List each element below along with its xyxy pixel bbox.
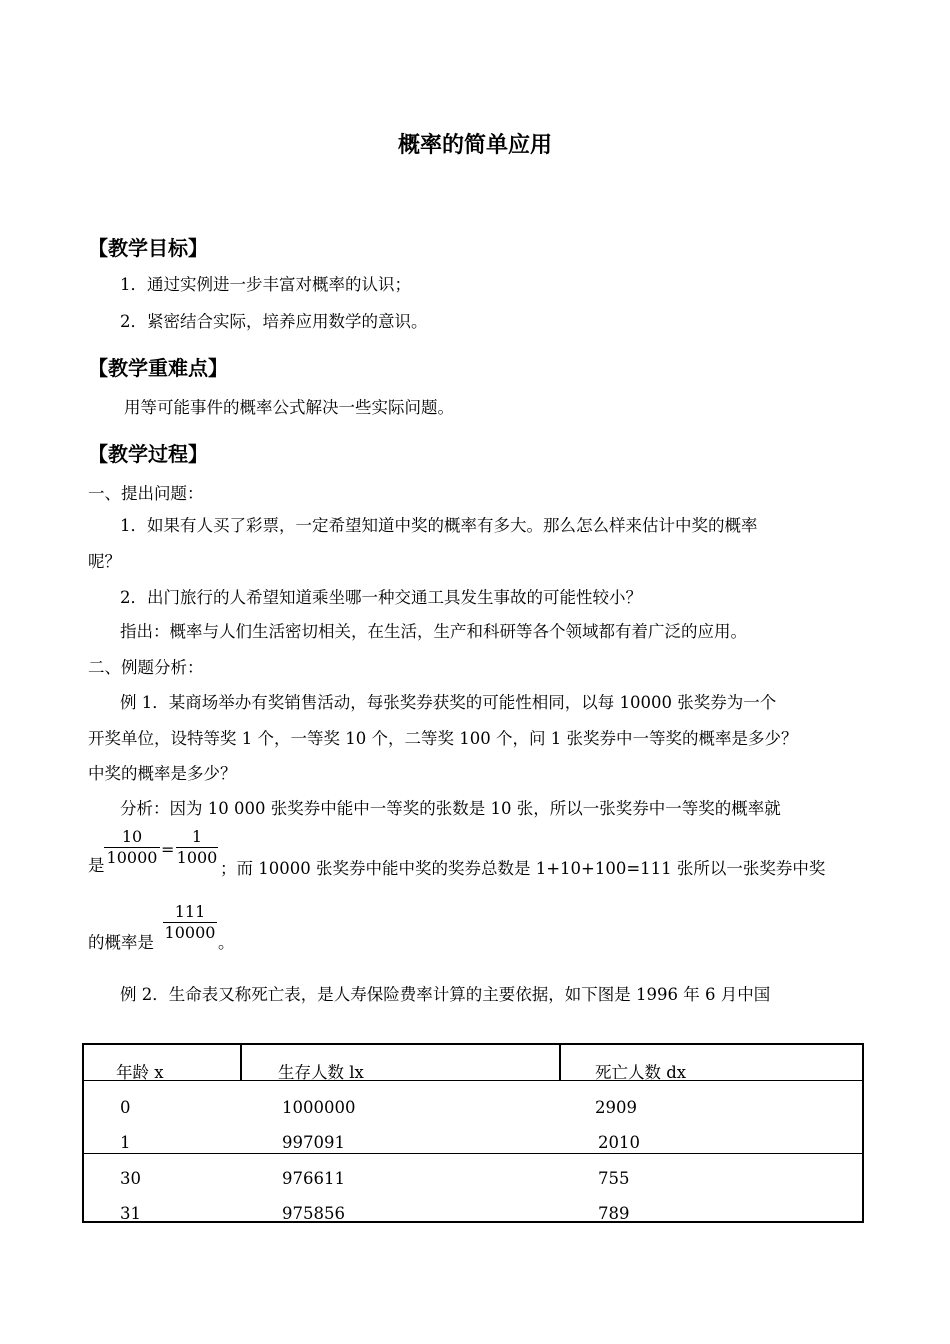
question-1-line2: 呢？	[88, 552, 121, 571]
section-heading-goals: 【教学目标】	[88, 236, 208, 260]
fraction-1-over-1000	[176, 827, 218, 868]
key-points-text: 用等可能事件的概率公式解决一些实际问题。	[124, 398, 454, 417]
goal-item-1: 1．通过实例进一步丰富对概率的认识；	[120, 275, 411, 294]
part1-title: 一、提出问题：	[88, 484, 204, 503]
table-divider	[84, 1080, 864, 1081]
fraction-denominator: 1000	[176, 848, 218, 867]
part2-title: 二、例题分析：	[88, 658, 204, 677]
section-heading-key-points: 【教学重难点】	[88, 356, 228, 380]
fraction-denominator: 10000	[106, 848, 158, 867]
analysis-line3-suffix: 。	[218, 933, 235, 952]
equals-sign: =	[161, 840, 175, 859]
table-header-age: 年龄 x	[116, 1063, 164, 1082]
question-2: 2．出门旅行的人希望知道乘坐哪一种交通工具发生事故的可能性较小？	[120, 588, 642, 607]
fraction-111-over-10000	[163, 902, 217, 943]
fraction-numerator: 111	[174, 902, 206, 921]
example-1-line2: 开奖单位，设特等奖 1 个，一等奖 10 个，二等奖 100 个，问 1 张奖券中一等奖的概率是多少？	[88, 729, 798, 748]
table-cell: 975856	[282, 1204, 345, 1223]
analysis-line2: ；而 10000 张奖券中能中奖的奖券总数是 1+10+100=111 张所以一张奖券中奖	[220, 859, 826, 878]
fraction-numerator: 10	[121, 827, 143, 846]
table-cell: 2010	[598, 1133, 640, 1152]
fraction-denominator: 10000	[164, 923, 216, 942]
table-header-survivors: 生存人数 lx	[278, 1063, 364, 1082]
table-cell: 1000000	[282, 1098, 356, 1117]
life-table	[82, 1043, 864, 1223]
table-cell: 1	[120, 1133, 131, 1152]
table-cell: 0	[120, 1098, 131, 1117]
table-cell: 2909	[595, 1098, 637, 1117]
table-header-deaths: 死亡人数 dx	[595, 1063, 687, 1082]
table-cell: 997091	[282, 1133, 345, 1152]
fraction-10-over-10000	[104, 827, 160, 868]
analysis-prefix: 是	[88, 856, 105, 875]
example-2-line1: 例 2．生命表又称死亡表，是人寿保险费率计算的主要依据，如下图是 1996 年 6 月中国	[120, 985, 771, 1004]
fraction-numerator: 1	[191, 827, 203, 846]
analysis-line3-prefix: 的概率是	[88, 933, 154, 952]
note-text: 指出：概率与人们生活密切相关，在生活，生产和科研等各个领域都有着广泛的应用。	[120, 622, 747, 641]
table-cell: 31	[120, 1204, 141, 1223]
example-1-line3: 中奖的概率是多少？	[88, 764, 237, 783]
example-1-line1: 例 1．某商场举办有奖销售活动，每张奖券获奖的可能性相同，以每 10000 张奖券为一个	[120, 693, 777, 712]
table-cell: 976611	[282, 1169, 345, 1188]
table-divider	[84, 1153, 864, 1154]
table-cell: 755	[598, 1169, 630, 1188]
analysis-line1: 分析：因为 10 000 张奖券中能中一等奖的张数是 10 张，所以一张奖券中一等奖的概率就	[120, 799, 781, 818]
section-heading-process: 【教学过程】	[88, 442, 208, 466]
page-title: 概率的简单应用	[397, 133, 552, 158]
table-cell: 30	[120, 1169, 141, 1188]
table-divider	[559, 1045, 561, 1081]
question-1-line1: 1．如果有人买了彩票，一定希望知道中奖的概率有多大。那么怎么样来估计中奖的概率	[120, 516, 758, 535]
table-cell: 789	[598, 1204, 630, 1223]
table-divider	[240, 1045, 242, 1081]
goal-item-2: 2．紧密结合实际，培养应用数学的意识。	[120, 312, 428, 331]
